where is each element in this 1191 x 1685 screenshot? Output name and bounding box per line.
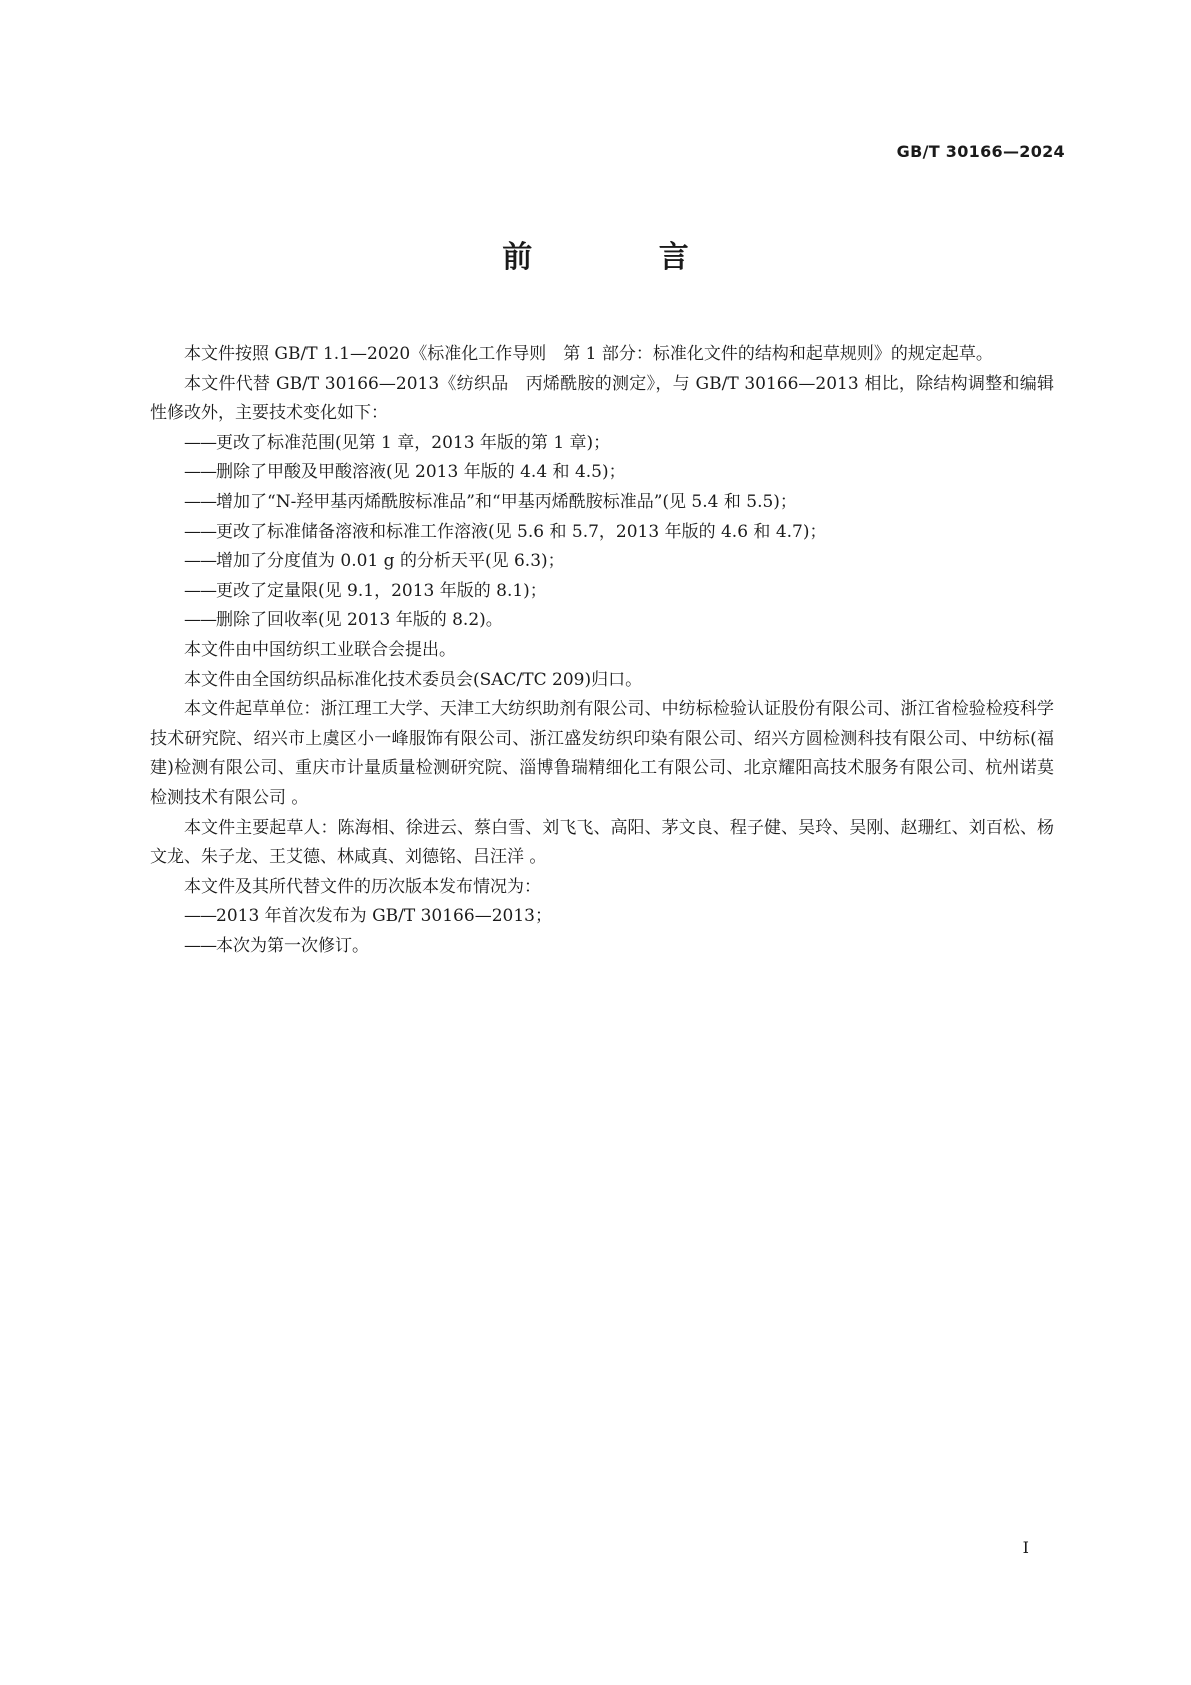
dash-marker: ——	[184, 906, 216, 927]
version-history-list	[150, 902, 1054, 961]
list-item: ——本次为第一次修订。	[184, 935, 369, 956]
document-body	[150, 340, 1054, 961]
dash-marker: ——	[184, 610, 216, 631]
list-item: ——删除了回收率(见 2013 年版的 8.2)。	[184, 610, 503, 631]
paragraph-drafters: 本文件主要起草人：陈海相、徐进云、蔡白雪、刘飞飞、高阳、茅文良、程子健、吴玲、吴刚、赵珊红、刘百松、杨文龙、朱子龙、王艾德、林咸真、刘德铭、吕汪洋 。	[150, 817, 1054, 868]
paragraph-version-history: 本文件及其所代替文件的历次版本发布情况为：	[184, 876, 541, 897]
list-item: ——2013 年首次发布为 GB/T 30166—2013；	[184, 906, 552, 927]
paragraph-proposer: 本文件由中国纺织工业联合会提出。	[184, 639, 456, 660]
list-item: ——删除了甲酸及甲酸溶液(见 2013 年版的 4.4 和 4.5)；	[184, 462, 626, 483]
list-item: ——更改了定量限(见 9.1，2013 年版的 8.1)；	[184, 580, 547, 601]
paragraph-drafting-basis: 本文件按照 GB/T 1.1—2020《标准化工作导则 第 1 部分：标准化文件的结构和起草规则》的规定起草。	[184, 344, 993, 364]
dash-marker: ——	[184, 551, 216, 572]
page-title: 前 言	[502, 240, 747, 275]
dash-marker: ——	[184, 580, 216, 601]
paragraph-replacement: 本文件代替 GB/T 30166—2013《纺织品 丙烯酰胺的测定》，与 GB/T 30166—2013 相比，除结构调整和编辑性修改外，主要技术变化如下：	[150, 373, 1054, 424]
paragraph-drafting-units: 本文件起草单位：浙江理工大学、天津工大纺织助剂有限公司、中纺标检验认证股份有限公司、浙江省检验检疫科学技术研究院、绍兴市上虞区小一峰服饰有限公司、浙江盛发纺织印染有限公司、绍兴方圆检测科技有限公司、中纺标(福建)检测有限公司、重庆市计量质量检测研究院、淄博鲁瑞精细化工有限公司、北京耀阳高技术服务有限公司、杭州诺莫检测技术有限公司 。	[150, 699, 1054, 808]
dash-marker: ——	[184, 432, 216, 453]
list-item: ——更改了标准储备溶液和标准工作溶液(见 5.6 和 5.7，2013 年版的 4.6 和 4.7)；	[184, 521, 827, 542]
document-code: GB/T 30166—2024	[896, 142, 1065, 161]
list-item: ——增加了“N-羟甲基丙烯酰胺标准品”和“甲基丙烯酰胺标准品”(见 5.4 和 5.5)；	[184, 491, 797, 512]
list-item: ——更改了标准范围(见第 1 章，2013 年版的第 1 章)；	[184, 432, 611, 453]
paragraph-committee: 本文件由全国纺织品标准化技术委员会(SAC/TC 209)归口。	[184, 669, 643, 690]
dash-marker: ——	[184, 491, 216, 512]
dash-marker: ——	[184, 935, 216, 956]
page-number: I	[1022, 1538, 1029, 1557]
list-item: ——增加了分度值为 0.01 g 的分析天平(见 6.3)；	[184, 551, 565, 572]
dash-marker: ——	[184, 521, 216, 542]
technical-changes-list	[150, 429, 1054, 636]
dash-marker: ——	[184, 462, 216, 483]
